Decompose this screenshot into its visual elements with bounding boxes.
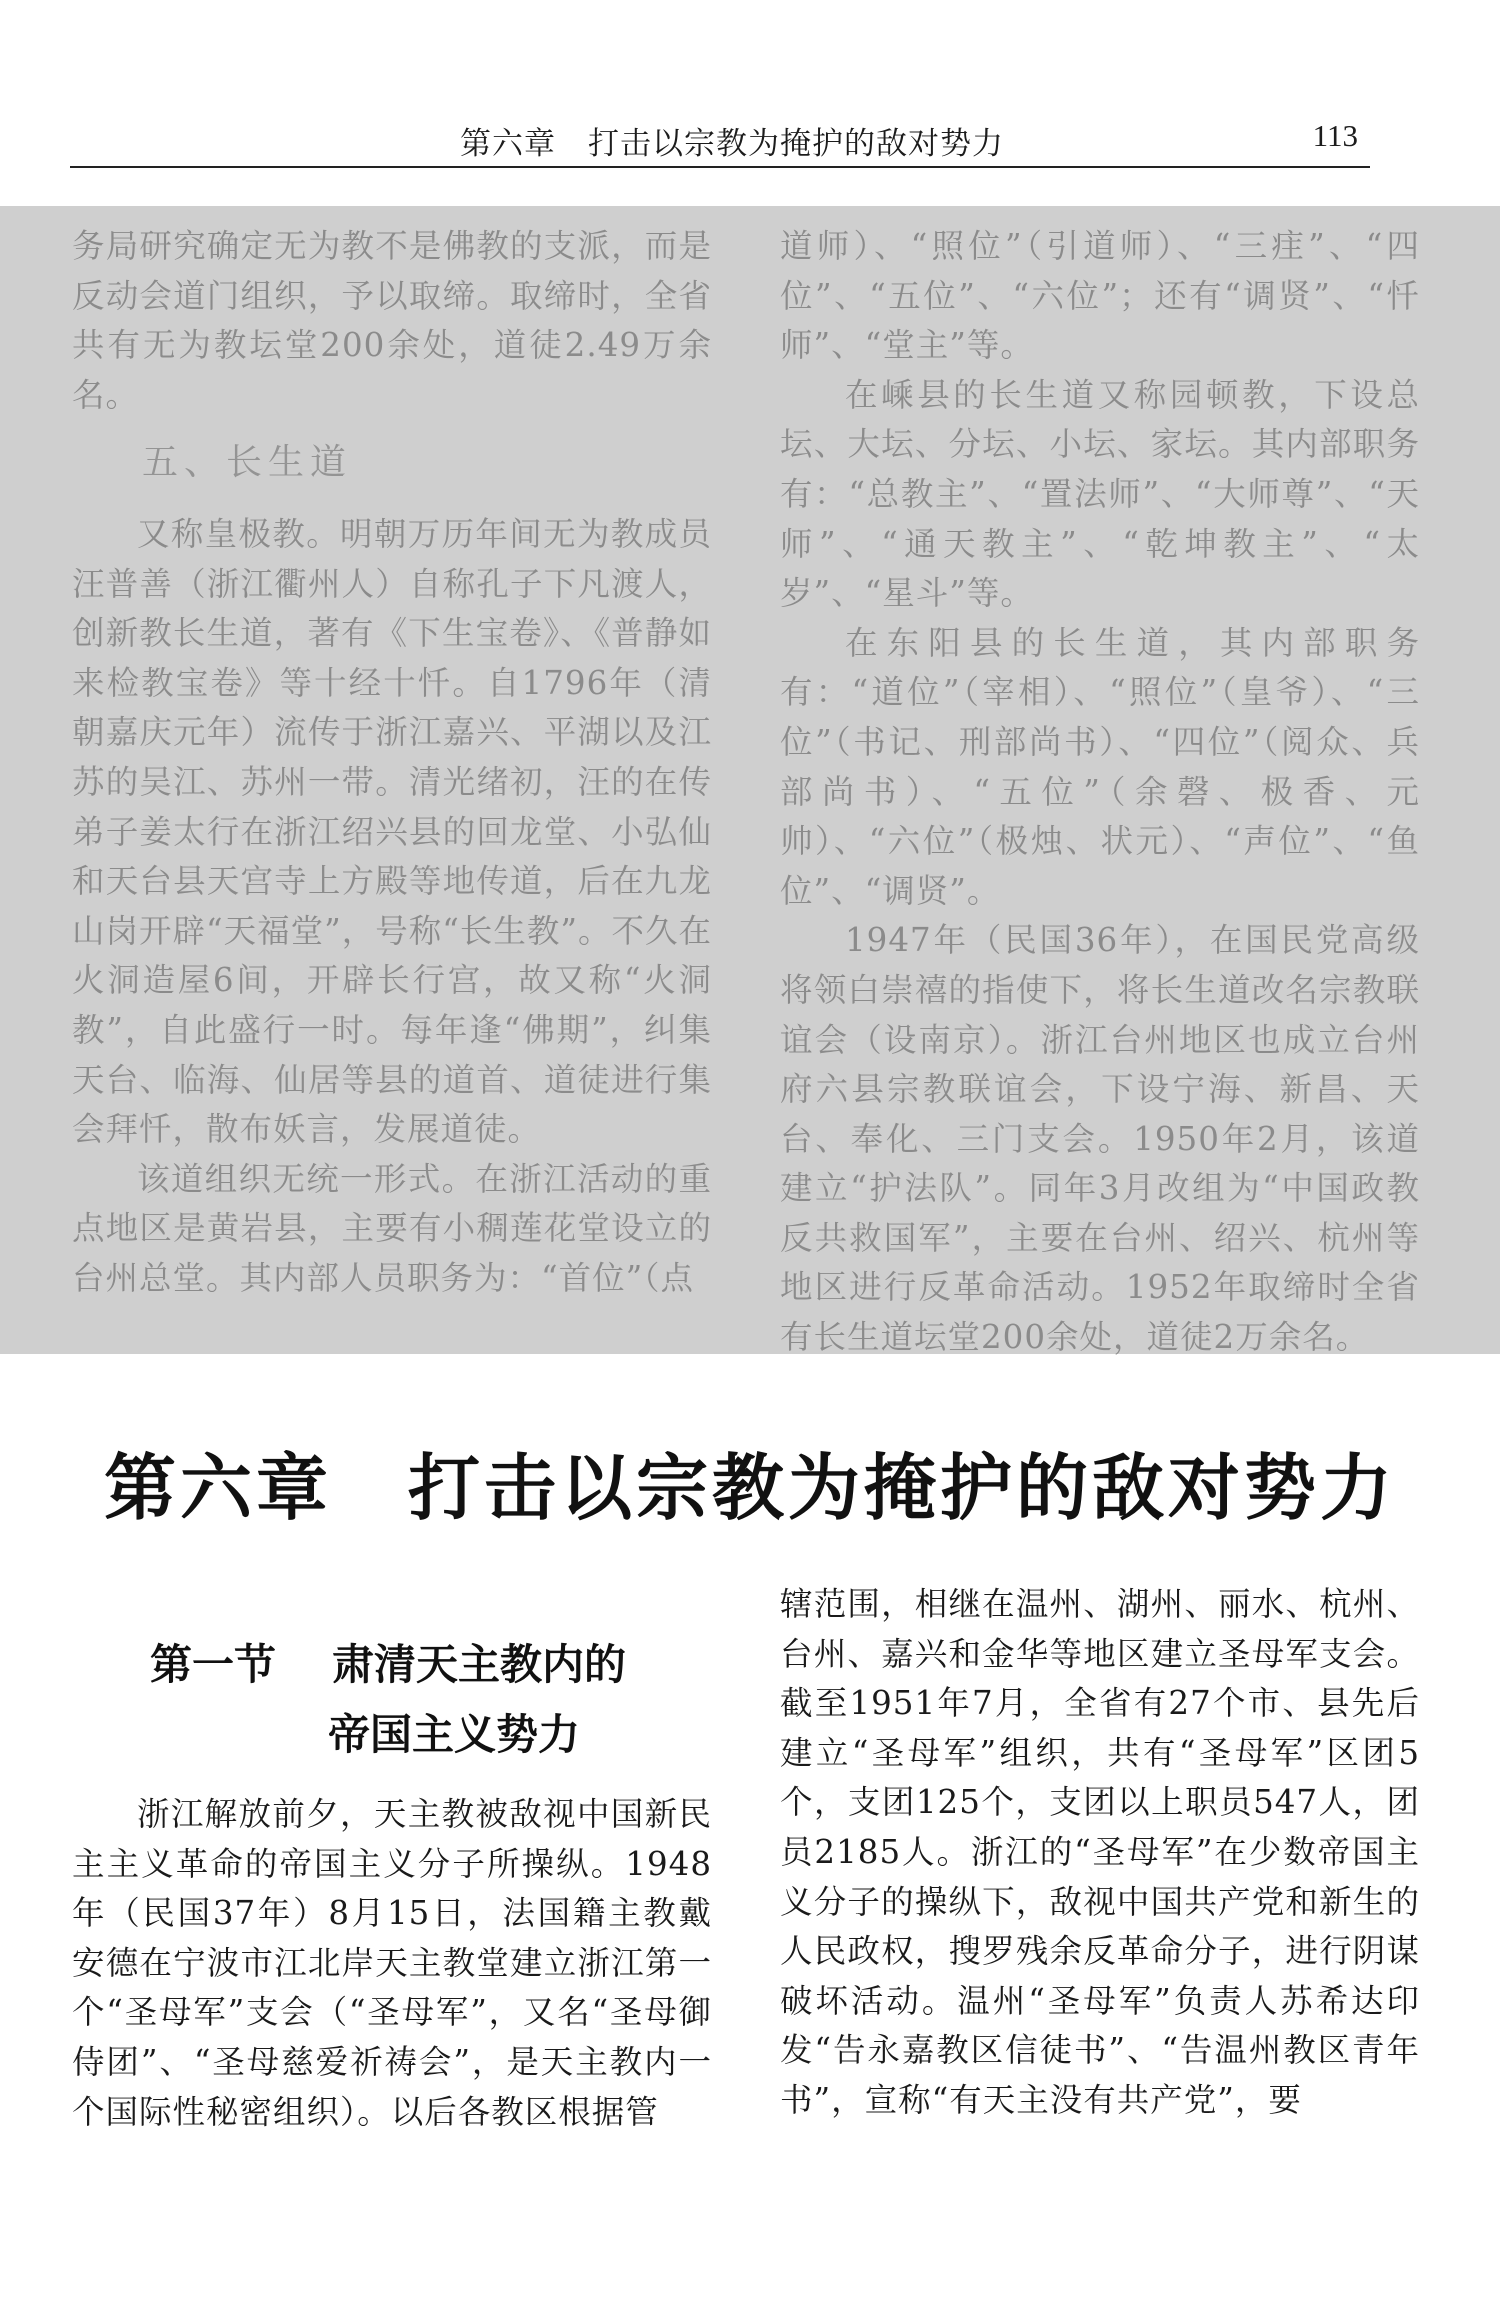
running-head-title: 第六章 打击以宗教为掩护的敌对势力 (460, 126, 1004, 162)
shaded-paragraph: 在东阳县的长生道，其内部职务有：“道位”（宰相）、“照位”（皇爷）、“三位”（书记、刑部尚书）、“四位”（阅众、兵部尚书）、“五位”（余磬、极香、元帅）、“六位”（极烛、状元）、“声位”、“鱼位”、“调贤”。 (780, 623, 1420, 910)
page-number: 113 (1312, 118, 1358, 153)
body-paragraph: 辖范围，相继在温州、湖州、丽水、杭州、台州、嘉兴和金华等地区建立圣母军支会。截至1951年7月，全省有27个市、县先后建立“圣母军”组织，共有“圣母军”区团5个，支团125个，支团以上职员547人，团员2185人。浙江的“圣母军”在少数帝国主义分子的操纵下，敌视中国共产党和新生的人民政权，搜罗残余反革命分子，进行阴谋破坏活动。温州“圣母军”负责人苏希达印发“告永嘉教区信徒书”、“告温州教区青年书”，宣称“有天主没有共产党”，要 (780, 1585, 1420, 2119)
body-paragraph: 浙江解放前夕，天主教被敌视中国新民主主义革命的帝国主义分子所操纵。1948年（民国37年）8月15日，法国籍主教戴安德在宁波市江北岸天主教堂建立浙江第一个“圣母军”支会（“圣母军”，又名“圣母御侍团”、“圣母慈爱祈祷会”，是天主教内一个国际性秘密组织）。以后各教区根据管 (72, 1795, 712, 2131)
subsection-heading: 五、长生道 (142, 442, 353, 484)
body-left-column (72, 1790, 712, 2137)
section-title-line-1: 肃清天主教内的 (332, 1640, 627, 1689)
chapter-title: 第六章 打击以宗教为掩护的敌对势力 (103, 1446, 1396, 1530)
shaded-right-column (780, 222, 1420, 1363)
section-title-line-2: 帝国主义势力 (328, 1710, 581, 1759)
shaded-paragraph: 该道组织无统一形式。在浙江活动的重点地区是黄岩县，主要有小稠莲花堂设立的台州总堂。其内部人员职务为：“首位”（点 (72, 1159, 712, 1297)
section-number: 第一节 (150, 1640, 277, 1689)
shaded-paragraph: 又称皇极教。明朝万历年间无为教成员汪普善（浙江衢州人）自称孔子下凡渡人，创新教长生道，著有《下生宝卷》、《普静如来检教宝卷》等十经十忏。自1796年（清朝嘉庆元年）流传于浙江嘉兴、平湖以及江苏的吴江、苏州一带。清光绪初，汪的在传弟子姜太行在浙江绍兴县的回龙堂、小弘仙和天台县天宫寺上方殿等地传道，后在九龙山岗开辟“天福堂”，号称“长生教”。不久在火洞造屋6间，开辟长行宫，故又称“火洞教”，自此盛行一时。每年逢“佛期”，纠集天台、临海、仙居等县的道首、道徒进行集会拜忏，散布妖言，发展道徒。 (72, 514, 712, 1149)
shaded-paragraph: 务局研究确定无为教不是佛教的支派，而是反动会道门组织，予以取缔。取缔时，全省共有无为教坛堂200余处，道徒2.49万余名。 (72, 227, 712, 414)
shaded-paragraph: 1947年（民国36年），在国民党高级将领白崇禧的指使下，将长生道改名宗教联谊会（设南京）。浙江台州地区也成立台州府六县宗教联谊会，下设宁海、新昌、天台、奉化、三门支会。1950年2月，该道建立“护法队”。同年3月改组为“中国政教反共救国军”，主要在台州、绍兴、杭州等地区进行反革命活动。1952年取缔时全省有长生道坛堂200余处，道徒2万余名。 (780, 921, 1420, 1357)
section-title (150, 1630, 626, 1770)
running-head (70, 118, 1370, 168)
body-right-column (780, 1580, 1420, 2126)
shaded-paragraph: 道师）、“照位”（引道师）、“三疰”、“四位”、“五位”、“六位”；还有“调贤”、“忏师”、“堂主”等。 (780, 227, 1420, 365)
shaded-previous-page-text (0, 206, 1500, 1357)
shaded-left-column (72, 222, 712, 1303)
shaded-paragraph: 在嵊县的长生道又称园顿教，下设总坛、大坛、分坛、小坛、家坛。其内部职务有：“总教主”、“置法师”、“大师尊”、“天师”、“通天教主”、“乾坤教主”、“太岁”、“星斗”等。 (780, 375, 1420, 613)
